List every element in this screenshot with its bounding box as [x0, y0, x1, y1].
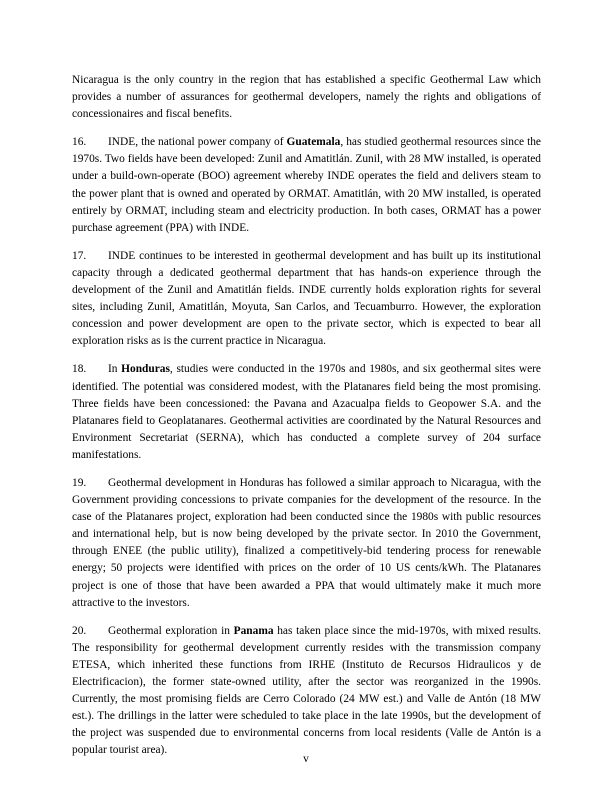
paragraph-number: 17. — [72, 249, 87, 262]
page-number: v — [303, 753, 309, 765]
country-name: Guatemala — [286, 136, 341, 149]
paragraph-number: 20. — [72, 624, 87, 637]
paragraph-text: INDE continues to be interested in geothermal development and has built up its institutional capacity through a dedicated geothermal department that has hands-on experience through the development of the Zunil and Amatitlán fields. INDE currently holds exploration rights for several sites, including Zunil, Amatitlán, Moyuta, San Carlos, and Tecuamburro. However, the exploration concession and power development are open to the private sector, which is expected to bear all exploration risks as is the current practice in Nicaragua. — [72, 249, 541, 348]
paragraph-text-cont: has taken place since the mid-1970s, with mixed results. The responsibility for geothermal development currently resides with the transmission company ETESA, which inherited these functions from IRHE (Instituto de Recursos Hidraulicos y de Electrificacion), the former state-owned utility, after the sector was reorganized in the 1990s. Currently, the most promising fields are Cerro Colorado (24 MW est.) and Valle de Antón (18 MW est.). The drillings in the latter were scheduled to take place in the late 1990s, but the development of the project was suspended due to environmental concerns from local residents (Valle de Antón is a popular tourist area). — [72, 624, 541, 757]
paragraph-text: Geothermal exploration in — [108, 624, 234, 637]
paragraph-text: INDE, the national power company of — [108, 136, 287, 149]
document-body — [72, 72, 541, 770]
paragraph-number: 16. — [72, 136, 87, 149]
paragraph-text-cont: , studies were conducted in the 1970s and 1980s, and six geothermal sites were identified. The potential was considered modest, with the Platanares field being the most promising. Three fields have been concessioned: the Pavana and Azacualpa fields to Geopower S.A. and the Platanares field to Geoplatanares. Geothermal activities are coordinated by the Natural Resources and Environment Secretariat (SERNA), which has conducted a complete survey of 204 surface manifestations. — [72, 363, 541, 461]
paragraph-17 — [72, 248, 541, 351]
paragraph-number: 18. — [72, 363, 87, 376]
paragraph-20 — [72, 623, 541, 760]
paragraph-text-cont: , has studied geothermal resources since the 1970s. Two fields have been developed: Zunil and Amatitlán. Zunil, with 28 MW installed, is operated under a build-own-operate (BOO) agreement whereby INDE operates the field and delivers steam to the power plant that is owned and operated by ORMAT. Amatitlán, with 20 MW installed, is operated entirely by ORMAT, including steam and electricity production. In both cases, ORMAT has a power purchase agreement (PPA) with INDE. — [72, 136, 541, 234]
paragraph-intro — [72, 72, 541, 123]
paragraph-16 — [72, 134, 541, 237]
paragraph-text: In — [108, 363, 122, 376]
country-name: Honduras — [121, 363, 170, 376]
paragraph-text: Geothermal development in Honduras has followed a similar approach to Nicaragua, with the Government providing concessions to private companies for the development of the resource. In the case of the Platanares project, exploration had been conducted since the 1980s with public resources and international help, but is now being developed by the private sector. In 2010 the Government, through ENEE (the public utility), finalized a competitively-bid tendering process for renewable energy; 50 projects were identified with prices on the order of 10 US cents/kWh. The Platanares project is one of those that have been awarded a PPA that would ultimately make it much more attractive to the investors. — [72, 476, 541, 609]
country-name: Panama — [233, 624, 274, 637]
paragraph-19 — [72, 475, 541, 612]
paragraph-text: Nicaragua is the only country in the region that has established a specific Geothermal Law which provides a number of assurances for geothermal developers, namely the rights and obligations of concessionaires and fiscal benefits. — [72, 74, 541, 121]
paragraph-18 — [72, 361, 541, 464]
paragraph-number: 19. — [72, 476, 87, 489]
